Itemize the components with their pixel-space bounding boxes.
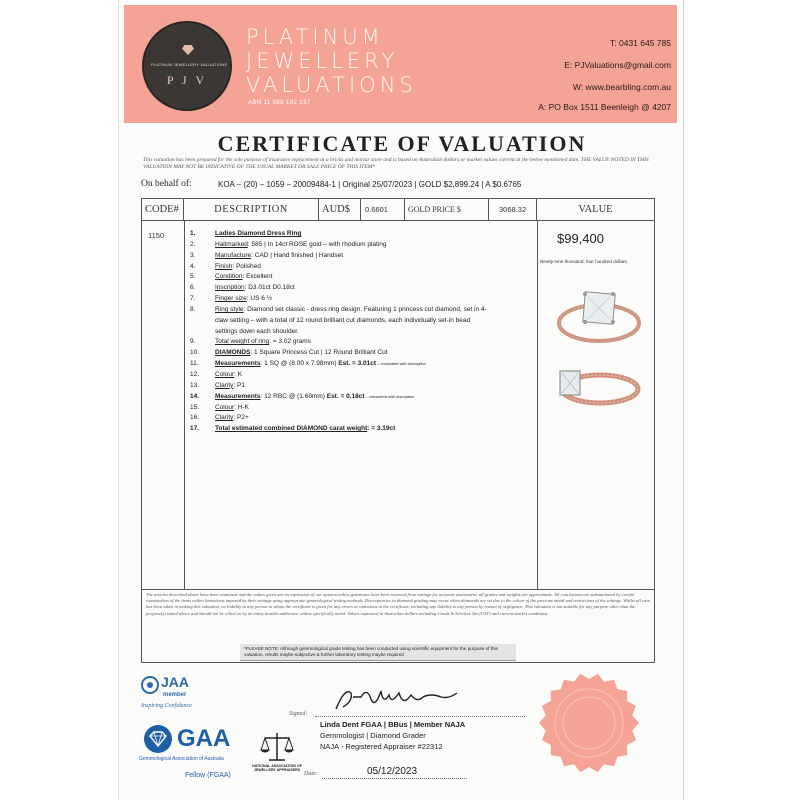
item-number: 5. <box>190 273 196 281</box>
header-aud-value: 0.6601 <box>361 199 405 220</box>
header-gold-value: 3068.32 <box>489 199 537 220</box>
item-text <box>215 305 487 316</box>
item-number: 2. <box>190 240 196 248</box>
contact-address: A: PO Box 1511 Beenleigh @ 4207 <box>538 102 671 112</box>
item-number: 16. <box>190 414 200 422</box>
description-item <box>190 413 535 424</box>
item-text-part: Ladies Diamond Dress Ring <box>215 230 302 237</box>
item-text-part: DIAMONDS <box>215 349 251 357</box>
signature-line <box>315 716 525 717</box>
letterhead <box>124 5 677 123</box>
description-item <box>190 327 535 338</box>
item-text-part: Colour <box>215 403 235 411</box>
description-item <box>190 240 535 251</box>
fellow-credential: Fellow (FGAA) <box>185 772 231 779</box>
jaa-tagline: Inspiring Confidence <box>141 703 192 709</box>
item-text-part: : = 3.19ct <box>367 425 396 433</box>
behalf-label: On behalf of: <box>141 179 192 189</box>
brand-line-3: VALUATIONS <box>246 73 417 97</box>
item-text <box>215 337 311 348</box>
item-text <box>215 272 272 283</box>
logo-initials: P J V <box>166 73 208 87</box>
item-text-part: : K <box>234 370 243 378</box>
description-item <box>190 370 535 381</box>
signed-label: Signed: <box>289 711 308 717</box>
logo-ring-text: PLATINUM JEWELLERY VALUATIONS <box>150 62 228 67</box>
ring-photo-side <box>552 359 642 414</box>
item-text-part: – consistent with inscription <box>376 361 426 367</box>
contact-website: W: www.bearbling.com.au <box>572 82 671 92</box>
intro-text: This valuation has been prepared for the sole purpose of insurance replacement at a bricks and mortar store and is based on Australian dollars or market values current at the below mentioned date. THE VALUE NOTED IN THIS VALUATION MAY NOT BE INDICATIVE OF THE USUAL MARKET OR SALE PRICE OF THIS ITEM* <box>143 157 649 170</box>
description-item <box>190 251 535 262</box>
brand-line-2: JEWELLERY <box>246 49 399 73</box>
item-number: 10. <box>190 349 200 357</box>
column-divider <box>184 221 185 589</box>
description-item <box>190 262 535 273</box>
please-note-box: *PLEASE NOTE: Although gemmological grade testing has been conducted using scientific equipment for the purpose of this valuation, results maybe subjective & further laboratory testing maybe required <box>240 644 516 661</box>
abn-number: ABN 11 588 192 137 <box>248 100 311 106</box>
header-gold-label: GOLD PRICE $ <box>405 199 489 220</box>
item-text-part: : 1 Square Princess Cut | 12 Round Brilliant Cut <box>250 349 388 357</box>
item-text <box>215 381 245 392</box>
description-item <box>190 294 535 305</box>
gaa-full-name: Gemmological Association of Australia <box>139 756 224 762</box>
disclaimer-text: The articles described above have been examined and the values given are an expression of our opinion unless gemstones have been removed from settings for accurate assessment, all grades and weights are approximate. All conclusions are substantiated by careful examination of the items within limitations imposed by their settings using appropriate gemmological testing methods. Discrepancies in diamond grading may occur when diamonds are set due to the colour of the precious metal and restrictions of the settings. Whilst all care has been taken in making this valuation, no liability to any person to whom the certificate is given for any errors or omissions in the certificate, including any liability to any person by reason of negligence. This valuation is not suitable for any purpose other than the purpose(s) stated above and should not be relied on by an entity besides addressee, unless specifically noted. Values expressed in Australian dollars including Goods & Services Tax (GST) and current market conditions. <box>141 590 655 663</box>
item-text <box>215 359 426 370</box>
item-text-part: settings down each shoulder. <box>215 327 299 335</box>
item-text <box>215 240 387 251</box>
column-divider <box>537 221 538 589</box>
item-text-part: : US 6 ½ <box>246 295 273 303</box>
item-text <box>215 283 295 294</box>
date-value: 05/12/2023 <box>367 766 418 777</box>
item-number: 12. <box>190 370 200 378</box>
description-item <box>190 283 535 294</box>
description-item <box>190 337 535 348</box>
naja-logo-text: NATIONAL ASSOCIATION OF JEWELLERY APPRAISERS <box>252 764 302 772</box>
item-text-part: : Excellent <box>242 273 273 281</box>
item-text-part: Condition <box>215 273 243 281</box>
date-line <box>322 778 467 779</box>
item-text <box>215 262 261 273</box>
valuation-amount-words: Ninety-nine thousand, four hundred dollars. <box>540 259 629 264</box>
item-text-part: Hallmarked <box>215 240 248 248</box>
item-code: 1150 <box>148 231 165 240</box>
handwritten-signature <box>331 683 461 715</box>
item-text <box>215 403 249 414</box>
item-text-part: Total estimated combined DIAMOND carat weight <box>215 425 368 433</box>
table-header-row <box>142 199 654 221</box>
item-text-part: Inscription <box>215 284 245 292</box>
contact-phone: T: 0431 645 785 <box>610 38 671 48</box>
contact-email: E: PJValuations@gmail.com <box>564 60 671 70</box>
header-code: CODE# <box>142 199 184 220</box>
item-text-part: : H-K <box>234 403 249 411</box>
item-text <box>215 413 249 424</box>
item-number: 8. <box>190 305 196 313</box>
description-item <box>190 424 535 435</box>
certificate-page <box>118 0 684 800</box>
item-text <box>215 370 242 381</box>
description-item <box>190 348 535 359</box>
item-text-part: Clarity <box>215 381 234 389</box>
jaa-logo-text: JAA <box>161 674 190 690</box>
item-text-part: Ring style <box>215 305 244 313</box>
item-text-part: : D3.01ct D0.18ct <box>244 284 295 292</box>
description-item <box>190 316 535 327</box>
naja-scales-icon <box>259 730 295 764</box>
item-number: 3. <box>190 251 196 259</box>
item-text-part: : Polished <box>232 262 261 270</box>
item-text-part: Manufacture <box>215 251 252 259</box>
item-text-part: : 12 RBC @ (1.60mm) <box>260 392 327 400</box>
company-seal <box>534 668 644 778</box>
item-text <box>215 316 470 327</box>
item-text <box>215 348 388 359</box>
description-item <box>190 403 535 414</box>
description-item <box>190 359 535 370</box>
item-number: 4. <box>190 262 196 270</box>
item-text-part: Finger size <box>215 295 247 303</box>
item-text-part: : = 3.02 grams <box>269 338 311 346</box>
item-text-part: claw setting – with a total of 12 round brilliant cut diamonds, each individually set-in bead <box>215 316 471 324</box>
description-item <box>190 272 535 283</box>
header-aud-label: AUD$ <box>319 199 361 220</box>
brand-line-1: PLATINUM <box>246 25 384 49</box>
item-number: 14. <box>190 392 200 400</box>
item-number: 11. <box>190 360 199 368</box>
item-text-part: : P2+ <box>233 414 249 422</box>
item-number: 1. <box>190 230 196 237</box>
gem-icon <box>182 45 194 55</box>
item-text-part: Total weight of ring <box>215 338 270 346</box>
item-number: 6. <box>190 284 196 292</box>
header-description: DESCRIPTION <box>184 199 319 220</box>
item-text-part: Finish <box>215 262 233 270</box>
valuation-amount: $99,400 <box>557 231 604 246</box>
signer-registration: NAJA - Registered Appraiser #22312 <box>320 742 443 751</box>
description-list <box>190 229 535 435</box>
signer-name: Linda Dent FGAA | BBus | Member NAJA <box>320 720 466 729</box>
item-number: 7. <box>190 295 196 303</box>
item-text-part: : 585 | In 14ct ROSE gold – with rhodium plating <box>247 240 387 248</box>
date-label: Date: <box>304 771 318 777</box>
certificate-title: CERTIFICATE OF VALUATION <box>217 131 587 156</box>
item-text <box>215 392 414 403</box>
item-text-part: Est. = 0.18ct <box>326 392 365 400</box>
ring-photo-front <box>554 281 644 351</box>
description-item <box>190 392 535 403</box>
jaa-member-label: member <box>163 692 187 698</box>
item-text <box>215 229 301 240</box>
item-number: 15. <box>190 403 200 411</box>
item-text-part: Colour <box>215 370 235 378</box>
item-text <box>215 327 299 338</box>
item-number: 17. <box>190 425 200 433</box>
item-text-part: Clarity <box>215 414 234 422</box>
jaa-logo-icon <box>141 676 159 694</box>
item-text <box>215 251 343 262</box>
item-text-part: : 1 SQ @ (8.00 x 7.98mm) <box>260 360 339 368</box>
item-text-part: Est. = 3.01ct <box>338 360 377 368</box>
gaa-logo-text: GAA <box>177 725 231 752</box>
behalf-reference: KOA – (20) – 1059 – 20009484-1 | Original 25/07/2023 | GOLD $2,899.24 | A $0.6765 <box>218 180 522 189</box>
item-text-part: – consistent with inscription <box>364 393 415 399</box>
header-value: VALUE <box>578 204 613 215</box>
gaa-diamond-icon <box>141 724 175 754</box>
item-text-part: : CAD | Hand finished | Handset <box>251 251 344 259</box>
item-number: 9. <box>190 338 196 346</box>
item-text <box>215 294 272 305</box>
item-number: 13. <box>190 381 200 389</box>
item-text-part: Measurements <box>215 392 261 400</box>
description-item <box>190 305 535 316</box>
item-text <box>215 424 395 435</box>
signer-title: Gemmologist | Diamond Grader <box>320 731 426 740</box>
item-text-part: : Diamond set classic - dress ring design. Featuring 1 princess cut diamond, set in 4- <box>243 305 487 313</box>
item-text-part: : P1 <box>233 381 245 389</box>
description-item <box>190 381 535 392</box>
company-logo <box>142 21 232 111</box>
item-text-part: Measurements <box>215 360 261 368</box>
description-item <box>190 229 535 240</box>
